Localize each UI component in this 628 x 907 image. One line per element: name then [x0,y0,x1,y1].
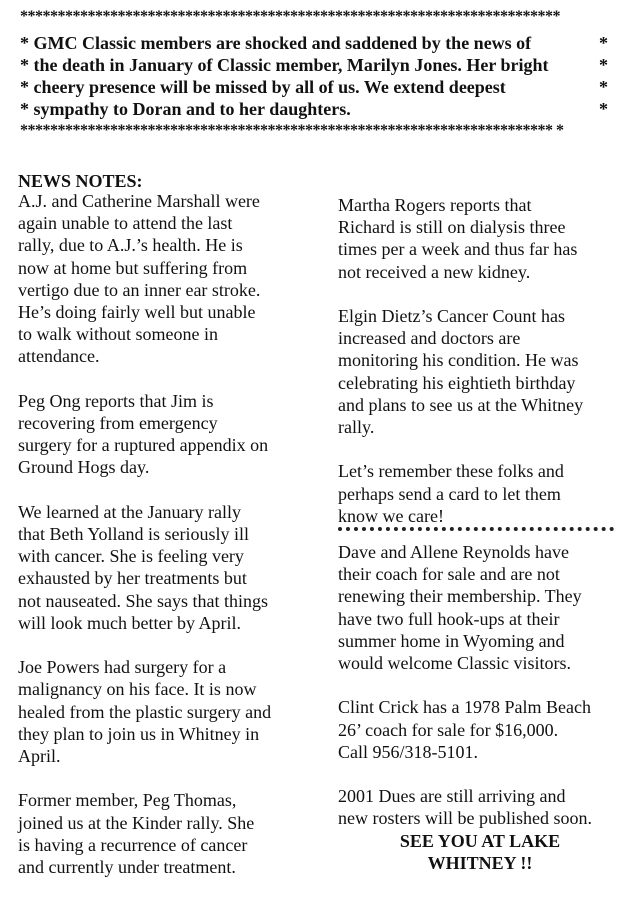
notice-text: * sympathy to Doran and to her daughters. [20,99,351,119]
news-item-dues: 2001 Dues are still arriving and new rosters will be published soon. [338,786,592,829]
news-item-thomas: Former member, Peg Thomas, joined us at the Kinder rally. She is having a recurrence of cancer and currently under treatment. [18,790,255,878]
news-item-yolland: We learned at the January rally that Beth Yolland is seriously ill with cancer. She is feeling very exhausted by her treatments but not nauseated. She says that things will look much better by April. [18,501,268,633]
news-item-reynolds: Dave and Allene Reynolds have their coach for sale and are not renewing their membership. They have two full hook-ups at their summer home in Wyoming and would welcome Classic visitors. [338,542,582,674]
news-item-crick: Clint Crick has a 1978 Palm Beach 26’ coach for sale for $16,000. Call 956/318-5101. [338,697,591,762]
news-item-rogers: Martha Rogers reports that Richard is still on dialysis three times per a week and thus far has not received a new kidney. [338,195,578,282]
notice-line [20,32,612,54]
notice-star: * [599,77,608,97]
section-heading: NEWS NOTES: [18,171,143,191]
closing-banner: SEE YOU AT LAKE WHITNEY !! [399,830,561,873]
star-border-top: ************************************************************************ [20,8,560,25]
notice-star: * [599,99,608,119]
star-border-bottom: *********************************************************************** * [20,122,564,139]
news-item-marshall: A.J. and Catherine Marshall were again unable to attend the last rally, due to A.J.’s health. He is now at home but suffering from vertigo due to an inner ear stroke. He’s doing fairly well but unable to walk without someone in attendance. [18,191,261,367]
news-item-remember: Let’s remember these folks and perhaps send a card to let them know we care! [338,461,564,526]
notice-line [20,54,612,76]
notice-text: * GMC Classic members are shocked and saddened by the news of [20,33,532,53]
news-item-powers: Joe Powers had surgery for a malignancy on his face. It is now healed from the plastic surgery and they plan to join us in Whitney in April. [18,657,272,767]
notice-star: * [599,33,608,53]
notice-star: * [599,55,608,75]
notice-text: * cheery presence will be missed by all of us. We extend deepest [20,77,506,97]
notice-line [20,76,612,98]
dotted-divider [338,527,614,531]
memorial-notice [20,32,612,120]
left-column [18,172,318,878]
news-item-ong: Peg Ong reports that Jim is recovering from emergency surgery for a ruptured appendix on Ground Hogs day. [18,390,269,478]
news-item-dietz: Elgin Dietz’s Cancer Count has increased and doctors are monitoring his condition. He was celebrating his eightieth birthday and plans to see us at the Whitney rally. [338,306,584,438]
notice-text: * the death in January of Classic member, Marilyn Jones. Her bright [20,55,549,75]
notice-line [20,98,612,120]
right-column [338,194,616,874]
